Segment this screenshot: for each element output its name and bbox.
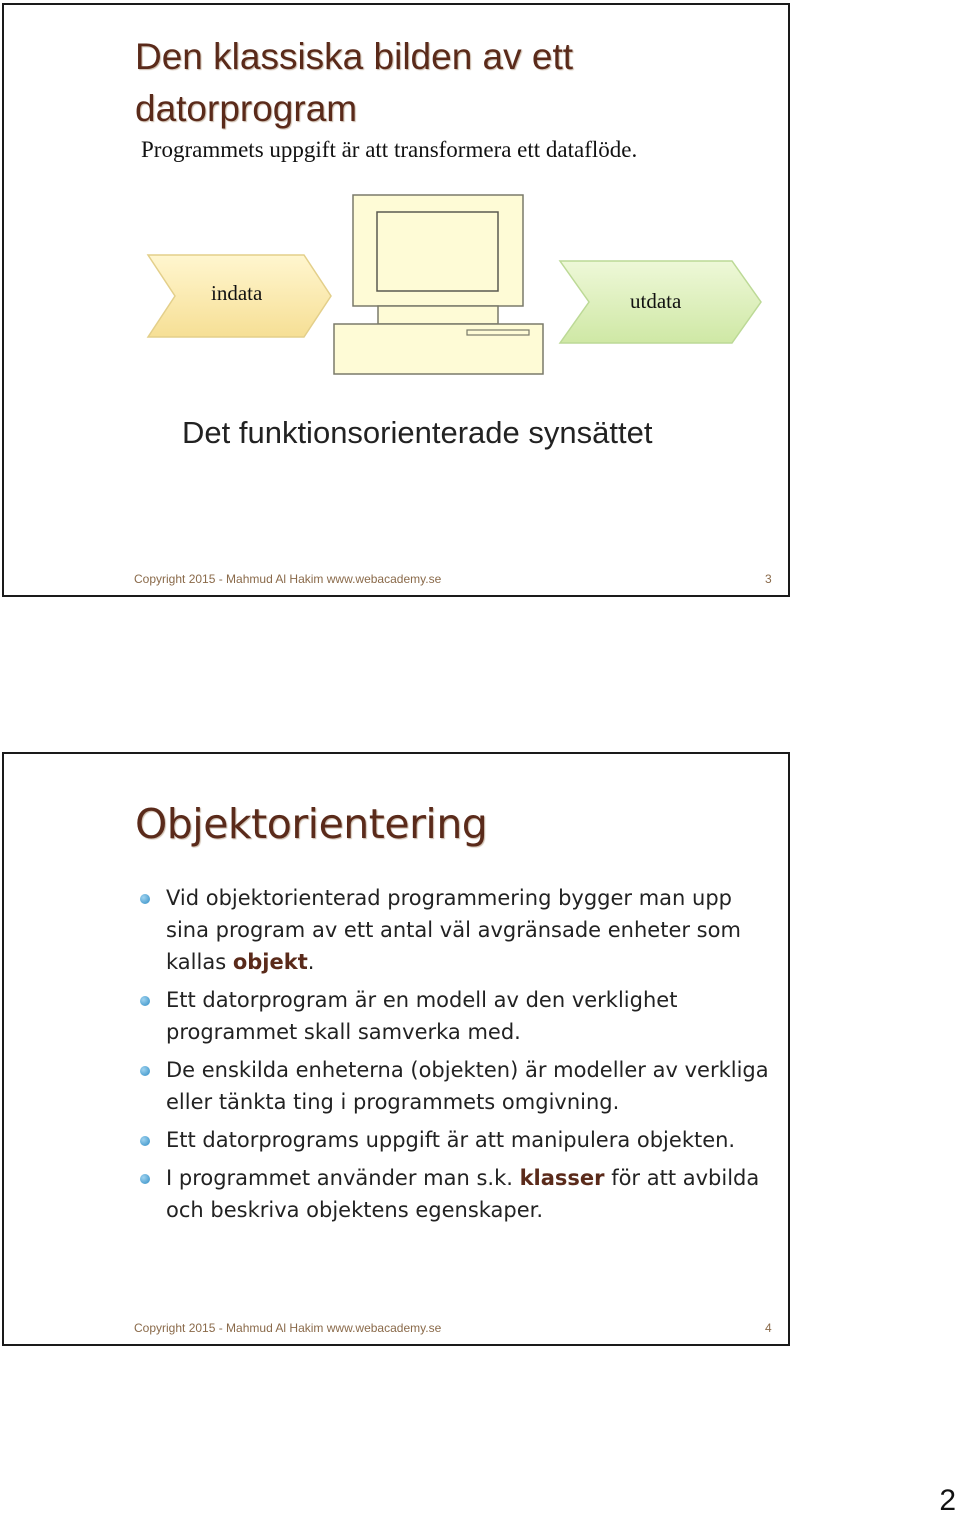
slide-4 — [2, 752, 790, 1346]
input-label: indata — [211, 281, 263, 305]
output-label: utdata — [630, 289, 682, 313]
bullet-icon — [140, 1136, 150, 1146]
bullet-item: I programmet använder man s.k. klasser för att avbilda och beskriva objektens egenskaper. — [134, 1162, 774, 1226]
bullet-icon — [140, 1066, 150, 1076]
bullet-item: De enskilda enheterna (objekten) är modeller av verkliga eller tänkta ting i programmets omgivning. — [134, 1054, 774, 1118]
bullet-list — [134, 882, 774, 1232]
slide-subtitle: Programmets uppgift är att transformera ett dataflöde. — [141, 137, 638, 162]
bullet-icon — [140, 894, 150, 904]
bullet-icon — [140, 996, 150, 1006]
diagram-caption: Det funktionsorienterade synsättet — [182, 415, 653, 450]
keyword: klasser — [519, 1166, 605, 1190]
slide-title: Den klassiska bilden av ett datorprogram — [135, 36, 574, 129]
document-page-number: 2 — [939, 1484, 956, 1517]
bullet-item: Ett datorprograms uppgift är att manipulera objekten. — [134, 1124, 774, 1156]
slide-footer: Copyright 2015 - Mahmud Al Hakim www.webacademy.se — [134, 572, 442, 586]
slide-number: 3 — [765, 572, 772, 586]
slide-title: Objektorientering — [135, 800, 488, 848]
bullet-item: Ett datorprogram är en modell av den verklighet programmet skall samverka med. — [134, 984, 774, 1048]
bullet-item: Vid objektorienterad programmering bygger man upp sina program av ett antal väl avgränsade enheter som kallas objekt. — [134, 882, 774, 978]
slide-footer: Copyright 2015 - Mahmud Al Hakim www.webacademy.se — [134, 1321, 442, 1335]
slide-3 — [2, 3, 790, 597]
slide-number: 4 — [765, 1321, 772, 1335]
bullet-icon — [140, 1174, 150, 1184]
computer-icon — [334, 195, 543, 374]
keyword: objekt — [232, 950, 308, 974]
